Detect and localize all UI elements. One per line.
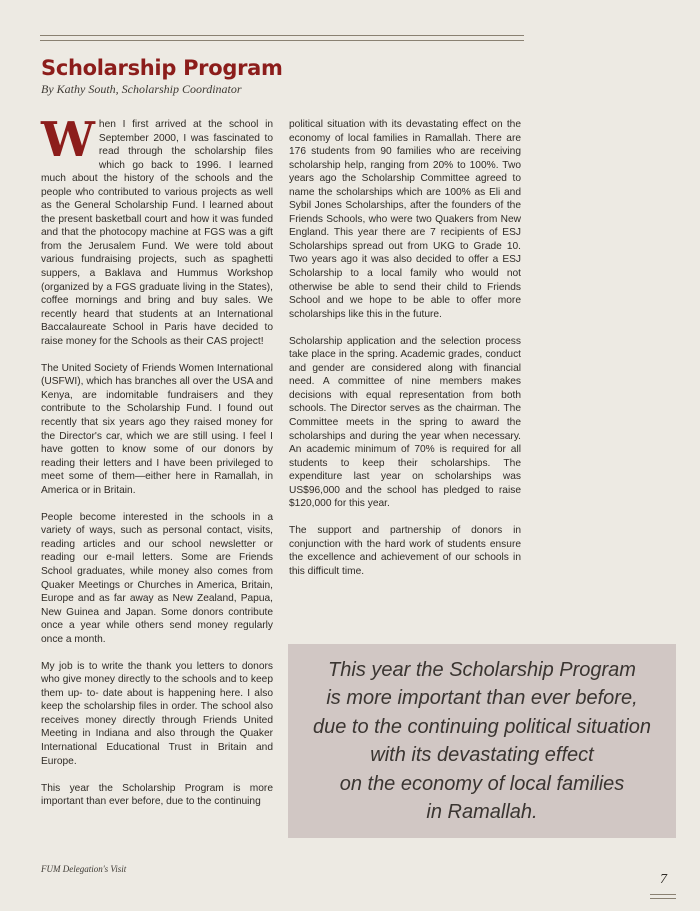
drop-cap: W	[41, 112, 95, 168]
paragraph: political situation with its devastating effect on the economy of local families in Ramallah. There are 176 students from 90 families who are receiving scholarship help, ranging from 20% to 100%. Two years ago the Scholarship Committee agreed to name the scholarships which are 100% as Eli and Sybil Jones Scholarships, after the founders of the Friends Schools, who were two Quakers from New England. This year there are 7 recipients of ESJ Scholarships spread out from UKG to Grade 10. Two years ago it was also decided to offer a ESJ Scholarship to a local family who would not otherwise be able to send their child to Friends School and we hope to be able to offer more scholarships like this in the future.	[289, 119, 521, 320]
paragraph: People become interested in the schools in a variety of ways, such as personal contact, visits, reading articles and our school newsletter or reading our e-mail letters. Some are Friends School graduates, while money also comes from Quaker Meetings or Churches in America, Britain, Europe and as far away as New Zealand, Papua, New Guinea and Japan. Some donors contribute once a year while others send money regularly once a month.	[41, 511, 273, 645]
footer-publication: FUM Delegation's Visit	[41, 864, 127, 874]
footer-rule-bottom	[650, 898, 676, 899]
pull-quote-line: in Ramallah.	[426, 801, 538, 823]
page-number: 7	[660, 872, 667, 887]
pull-quote-line: with its devastating effect	[370, 744, 594, 766]
pull-quote-line: due to the continuing political situation	[312, 715, 651, 738]
pull-quote	[288, 644, 676, 838]
paragraph: My job is to write the thank you letters to donors who give money directly to the schools and to keep them up- to- date about is happening here. I also keep the scholarship files in order. The school also receives money directly through Friends United Meeting in Indiana and also through the Quaker International Educational Trust in Britain and Europe.	[41, 660, 273, 767]
pull-quote-line: is more important than ever before,	[326, 687, 638, 709]
article-column-right	[289, 118, 521, 592]
paragraph: The support and partnership of donors in conjunction with the hard work of students ensure the excellence and achievement of our schools in this difficult time.	[289, 525, 521, 577]
footer-rule-top	[650, 894, 676, 895]
paragraph-text: hen I first arrived at the school in September 2000, I was fascinated to read through the scholarship files which go back to 1996. I learned much about the history of the schools and the people who contributed to various projects as well as the General Scholarship Fund. I learned about the present basketball court and how it was funded and that the photocopy machine at FGS was a gift from the Jerusalem Fund. We were told about various fundraising projects, such as spaghetti suppers, a Baklava and Hummus Workshop (organized by a FGS graduate living in the States), coffee mornings and bring and buy sales. We recently heard that students at an International Baccalaureate School in Paris have decided to raise money for the Schools as their CAS project!	[41, 119, 273, 347]
article-column-left	[41, 112, 273, 822]
header-rule-top	[40, 35, 524, 36]
article-byline: By Kathy South, Scholarship Coordinator	[41, 82, 242, 96]
paragraph: Scholarship application and the selection process take place in the spring. Academic grades, conduct and gender are considered along with financial need. A committee of nine members makes decisions with equal representation from both schools. The Director serves as the chairman. The Committee meets in the spring to award the scholarships and during the year when necessary. An academic minimum of 70% is required for all students to keep their scholarships. The expenditure last year on scholarships was US$96,000 and the school has pledged to raise $120,000 for this year.	[289, 335, 521, 510]
pull-quote-line: on the economy of local families	[339, 772, 625, 795]
article-title: Scholarship Program	[41, 56, 283, 80]
paragraph	[41, 112, 273, 348]
paragraph: The United Society of Friends Women International (USFWI), which has branches all over the USA and Kenya, are indomitable fundraisers and they contribute to the Scholarship Fund. I found out recently that six years ago they raised money for the Director's car, which we are still using. I feel I have gotten to know some of our donors by reading their letters and I have been privileged to meet some of them—either here in Ramallah, in America or in Britain.	[41, 362, 273, 496]
paragraph: This year the Scholarship Program is more important than ever before, due to the continuing	[41, 782, 273, 808]
header-rule-bottom	[40, 40, 524, 41]
pull-quote-line: This year the Scholarship Program	[328, 658, 636, 681]
